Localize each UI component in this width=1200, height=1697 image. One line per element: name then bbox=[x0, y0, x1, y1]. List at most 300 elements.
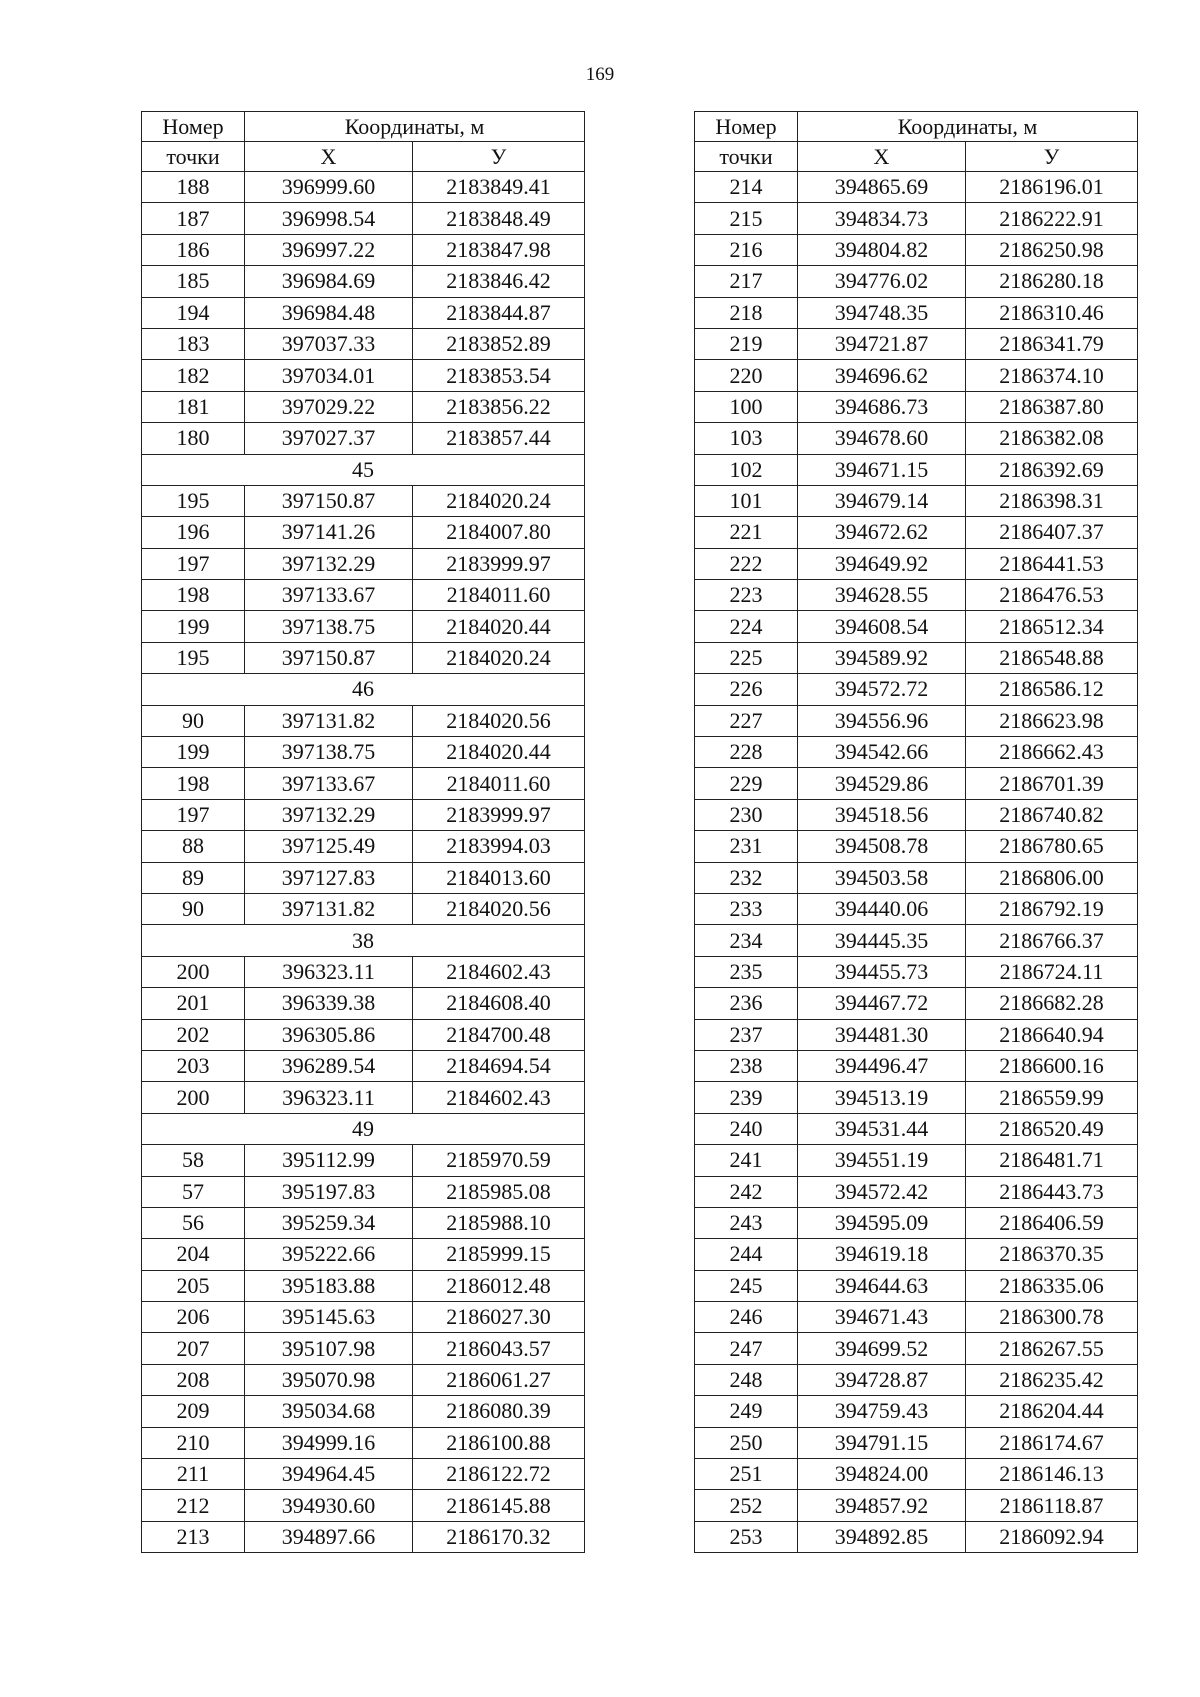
y-coordinate-cell: 2184700.48 bbox=[413, 1019, 585, 1050]
point-number-cell: 239 bbox=[695, 1082, 798, 1113]
point-number-cell: 90 bbox=[142, 705, 245, 736]
x-coordinate-cell: 397132.29 bbox=[245, 548, 413, 579]
y-coordinate-cell: 2185999.15 bbox=[413, 1239, 585, 1270]
x-coordinate-cell: 394721.87 bbox=[798, 328, 966, 359]
point-number-cell: 195 bbox=[142, 642, 245, 673]
table-row bbox=[142, 1333, 585, 1364]
point-number-cell: 222 bbox=[695, 548, 798, 579]
point-number-cell: 252 bbox=[695, 1490, 798, 1521]
point-number-header: Номер bbox=[142, 112, 245, 142]
point-number-cell: 88 bbox=[142, 831, 245, 862]
group-number: 46 bbox=[142, 674, 585, 705]
point-number-cell: 206 bbox=[142, 1302, 245, 1333]
point-number-cell: 253 bbox=[695, 1521, 798, 1552]
table-row bbox=[695, 360, 1138, 391]
table-row bbox=[695, 1145, 1138, 1176]
x-coordinate-cell: 394572.42 bbox=[798, 1176, 966, 1207]
point-number-cell: 217 bbox=[695, 266, 798, 297]
x-coordinate-cell: 394496.47 bbox=[798, 1050, 966, 1081]
point-number-cell: 199 bbox=[142, 737, 245, 768]
point-number-cell: 229 bbox=[695, 768, 798, 799]
table-row bbox=[142, 1521, 585, 1552]
y-coordinate-cell: 2183999.97 bbox=[413, 799, 585, 830]
point-number-cell: 231 bbox=[695, 831, 798, 862]
x-coordinate-cell: 394834.73 bbox=[798, 203, 966, 234]
table-row bbox=[695, 328, 1138, 359]
point-number-cell: 243 bbox=[695, 1207, 798, 1238]
point-number-cell: 244 bbox=[695, 1239, 798, 1270]
point-number-cell: 223 bbox=[695, 580, 798, 611]
point-number-cell: 201 bbox=[142, 988, 245, 1019]
point-number-cell: 205 bbox=[142, 1270, 245, 1301]
table-row bbox=[695, 234, 1138, 265]
point-number-cell: 247 bbox=[695, 1333, 798, 1364]
y-coordinate-cell: 2186310.46 bbox=[966, 297, 1138, 328]
x-coordinate-cell: 394542.66 bbox=[798, 737, 966, 768]
x-coordinate-cell: 397150.87 bbox=[245, 642, 413, 673]
point-number-cell: 180 bbox=[142, 423, 245, 454]
x-coordinate-cell: 395112.99 bbox=[245, 1145, 413, 1176]
table-row bbox=[142, 642, 585, 673]
x-coordinate-cell: 395070.98 bbox=[245, 1364, 413, 1395]
page-number: 169 bbox=[585, 64, 615, 85]
y-coordinate-cell: 2186012.48 bbox=[413, 1270, 585, 1301]
y-coordinate-cell: 2183844.87 bbox=[413, 297, 585, 328]
y-coordinate-cell: 2186520.49 bbox=[966, 1113, 1138, 1144]
y-coordinate-cell: 2183852.89 bbox=[413, 328, 585, 359]
y-coordinate-cell: 2186441.53 bbox=[966, 548, 1138, 579]
table-row bbox=[142, 517, 585, 548]
x-coordinate-cell: 396339.38 bbox=[245, 988, 413, 1019]
point-number-cell: 228 bbox=[695, 737, 798, 768]
y-coordinate-cell: 2186780.65 bbox=[966, 831, 1138, 862]
table-row bbox=[142, 768, 585, 799]
y-coordinate-cell: 2183999.97 bbox=[413, 548, 585, 579]
y-coordinate-cell: 2186043.57 bbox=[413, 1333, 585, 1364]
table-row bbox=[142, 1082, 585, 1113]
y-coordinate-cell: 2186382.08 bbox=[966, 423, 1138, 454]
coordinates-table-left bbox=[141, 111, 585, 1553]
y-coordinate-cell: 2186250.98 bbox=[966, 234, 1138, 265]
table-row bbox=[142, 1364, 585, 1395]
y-coordinate-cell: 2186443.73 bbox=[966, 1176, 1138, 1207]
group-number: 38 bbox=[142, 925, 585, 956]
y-coordinate-cell: 2186092.94 bbox=[966, 1521, 1138, 1552]
table-row bbox=[695, 642, 1138, 673]
table-row bbox=[695, 831, 1138, 862]
coordinates-header: Координаты, м bbox=[245, 112, 585, 142]
table-row bbox=[142, 1427, 585, 1458]
point-number-cell: 246 bbox=[695, 1302, 798, 1333]
table-row bbox=[142, 548, 585, 579]
y-coordinate-cell: 2186100.88 bbox=[413, 1427, 585, 1458]
table-row bbox=[142, 391, 585, 422]
point-number-cell: 209 bbox=[142, 1396, 245, 1427]
point-number-cell: 56 bbox=[142, 1207, 245, 1238]
point-number-cell: 218 bbox=[695, 297, 798, 328]
y-coordinate-cell: 2186222.91 bbox=[966, 203, 1138, 234]
point-number-cell: 208 bbox=[142, 1364, 245, 1395]
x-coordinate-cell: 394776.02 bbox=[798, 266, 966, 297]
x-coordinate-cell: 394455.73 bbox=[798, 956, 966, 987]
point-number-header: Номер bbox=[695, 112, 798, 142]
x-coordinate-cell: 397133.67 bbox=[245, 768, 413, 799]
group-header-row bbox=[142, 1113, 585, 1144]
x-coordinate-cell: 397132.29 bbox=[245, 799, 413, 830]
x-coordinate-cell: 397037.33 bbox=[245, 328, 413, 359]
table-row bbox=[142, 831, 585, 862]
x-coordinate-cell: 396305.86 bbox=[245, 1019, 413, 1050]
x-coordinate-cell: 394508.78 bbox=[798, 831, 966, 862]
table-row bbox=[695, 611, 1138, 642]
x-coordinate-cell: 397138.75 bbox=[245, 611, 413, 642]
point-number-cell: 182 bbox=[142, 360, 245, 391]
point-number-cell: 181 bbox=[142, 391, 245, 422]
x-coordinate-cell: 394503.58 bbox=[798, 862, 966, 893]
point-number-cell: 203 bbox=[142, 1050, 245, 1081]
point-number-cell: 57 bbox=[142, 1176, 245, 1207]
point-number-cell: 230 bbox=[695, 799, 798, 830]
table-row bbox=[695, 1176, 1138, 1207]
y-coordinate-cell: 2186080.39 bbox=[413, 1396, 585, 1427]
table-row bbox=[142, 580, 585, 611]
table-row bbox=[695, 1333, 1138, 1364]
x-coordinate-cell: 394551.19 bbox=[798, 1145, 966, 1176]
point-number-cell: 102 bbox=[695, 454, 798, 485]
table-row bbox=[695, 705, 1138, 736]
table-row bbox=[142, 1145, 585, 1176]
table-row bbox=[695, 1427, 1138, 1458]
group-number: 49 bbox=[142, 1113, 585, 1144]
table-row bbox=[695, 517, 1138, 548]
y-coordinate-cell: 2185988.10 bbox=[413, 1207, 585, 1238]
x-coordinate-cell: 394964.45 bbox=[245, 1459, 413, 1490]
y-coordinate-cell: 2184020.44 bbox=[413, 611, 585, 642]
y-coordinate-cell: 2186548.88 bbox=[966, 642, 1138, 673]
table-row bbox=[142, 360, 585, 391]
table-row bbox=[142, 1050, 585, 1081]
y-coordinate-cell: 2183848.49 bbox=[413, 203, 585, 234]
point-number-cell: 90 bbox=[142, 893, 245, 924]
y-coordinate-cell: 2186280.18 bbox=[966, 266, 1138, 297]
y-coordinate-cell: 2186740.82 bbox=[966, 799, 1138, 830]
point-number-cell: 245 bbox=[695, 1270, 798, 1301]
y-coordinate-cell: 2184602.43 bbox=[413, 1082, 585, 1113]
point-number-cell: 238 bbox=[695, 1050, 798, 1081]
table-row bbox=[695, 203, 1138, 234]
y-coordinate-cell: 2184020.56 bbox=[413, 705, 585, 736]
x-coordinate-cell: 397029.22 bbox=[245, 391, 413, 422]
y-coordinate-cell: 2185970.59 bbox=[413, 1145, 585, 1176]
point-number-cell: 198 bbox=[142, 768, 245, 799]
y-coordinate-cell: 2186204.44 bbox=[966, 1396, 1138, 1427]
coordinates-table-right bbox=[694, 111, 1138, 1553]
x-coordinate-cell: 396323.11 bbox=[245, 1082, 413, 1113]
point-number-header-line2: точки bbox=[695, 142, 798, 172]
point-number-cell: 248 bbox=[695, 1364, 798, 1395]
y-coordinate-cell: 2186122.72 bbox=[413, 1459, 585, 1490]
x-coordinate-cell: 394628.55 bbox=[798, 580, 966, 611]
x-coordinate-cell: 397125.49 bbox=[245, 831, 413, 862]
table-body bbox=[695, 172, 1138, 1553]
point-number-cell: 211 bbox=[142, 1459, 245, 1490]
x-coordinate-cell: 394589.92 bbox=[798, 642, 966, 673]
table-row bbox=[695, 580, 1138, 611]
x-coordinate-cell: 397133.67 bbox=[245, 580, 413, 611]
table-row bbox=[695, 1239, 1138, 1270]
x-coordinate-cell: 394481.30 bbox=[798, 1019, 966, 1050]
x-coordinate-cell: 394672.62 bbox=[798, 517, 966, 548]
point-number-cell: 195 bbox=[142, 485, 245, 516]
table-row bbox=[695, 1050, 1138, 1081]
point-number-header-line2: точки bbox=[142, 142, 245, 172]
point-number-cell: 233 bbox=[695, 893, 798, 924]
x-coordinate-cell: 394999.16 bbox=[245, 1427, 413, 1458]
y-coordinate-cell: 2183994.03 bbox=[413, 831, 585, 862]
table-row bbox=[142, 893, 585, 924]
y-coordinate-cell: 2186792.19 bbox=[966, 893, 1138, 924]
point-number-cell: 250 bbox=[695, 1427, 798, 1458]
x-coordinate-cell: 395145.63 bbox=[245, 1302, 413, 1333]
x-coordinate-cell: 394619.18 bbox=[798, 1239, 966, 1270]
x-coordinate-cell: 396323.11 bbox=[245, 956, 413, 987]
table-row bbox=[695, 862, 1138, 893]
x-coordinate-cell: 394671.43 bbox=[798, 1302, 966, 1333]
table-row bbox=[695, 1396, 1138, 1427]
x-coordinate-cell: 394679.14 bbox=[798, 485, 966, 516]
table-row bbox=[695, 548, 1138, 579]
point-number-cell: 241 bbox=[695, 1145, 798, 1176]
y-coordinate-cell: 2186235.42 bbox=[966, 1364, 1138, 1395]
y-coordinate-cell: 2186476.53 bbox=[966, 580, 1138, 611]
table-row bbox=[142, 423, 585, 454]
group-number: 45 bbox=[142, 454, 585, 485]
x-coordinate-cell: 397027.37 bbox=[245, 423, 413, 454]
table-row bbox=[142, 297, 585, 328]
point-number-cell: 216 bbox=[695, 234, 798, 265]
y-coordinate-cell: 2185985.08 bbox=[413, 1176, 585, 1207]
point-number-cell: 221 bbox=[695, 517, 798, 548]
point-number-cell: 212 bbox=[142, 1490, 245, 1521]
y-coordinate-cell: 2186406.59 bbox=[966, 1207, 1138, 1238]
table-row bbox=[695, 674, 1138, 705]
point-number-cell: 200 bbox=[142, 1082, 245, 1113]
y-coordinate-cell: 2184694.54 bbox=[413, 1050, 585, 1081]
table-row bbox=[695, 1521, 1138, 1552]
x-coordinate-cell: 397150.87 bbox=[245, 485, 413, 516]
y-coordinate-cell: 2183846.42 bbox=[413, 266, 585, 297]
table-row bbox=[142, 266, 585, 297]
y-coordinate-cell: 2183847.98 bbox=[413, 234, 585, 265]
table-row bbox=[695, 1364, 1138, 1395]
table-row bbox=[142, 1270, 585, 1301]
x-coordinate-cell: 395222.66 bbox=[245, 1239, 413, 1270]
table-row bbox=[695, 893, 1138, 924]
coordinates-header: Координаты, м bbox=[798, 112, 1138, 142]
x-coordinate-cell: 396997.22 bbox=[245, 234, 413, 265]
y-coordinate-cell: 2186196.01 bbox=[966, 172, 1138, 203]
table-row bbox=[142, 956, 585, 987]
table-row bbox=[142, 611, 585, 642]
y-coordinate-cell: 2186559.99 bbox=[966, 1082, 1138, 1113]
table-row bbox=[142, 1176, 585, 1207]
y-coordinate-cell: 2186512.34 bbox=[966, 611, 1138, 642]
x-coordinate-cell: 395183.88 bbox=[245, 1270, 413, 1301]
point-number-cell: 251 bbox=[695, 1459, 798, 1490]
x-coordinate-cell: 394608.54 bbox=[798, 611, 966, 642]
point-number-cell: 196 bbox=[142, 517, 245, 548]
point-number-cell: 100 bbox=[695, 391, 798, 422]
point-number-cell: 242 bbox=[695, 1176, 798, 1207]
point-number-cell: 202 bbox=[142, 1019, 245, 1050]
table-row bbox=[142, 988, 585, 1019]
table-row bbox=[695, 799, 1138, 830]
x-coordinate-cell: 394644.63 bbox=[798, 1270, 966, 1301]
table-body bbox=[142, 172, 585, 1553]
x-coordinate-cell: 394824.00 bbox=[798, 1459, 966, 1490]
x-header: X bbox=[798, 142, 966, 172]
x-coordinate-cell: 394857.92 bbox=[798, 1490, 966, 1521]
y-coordinate-cell: 2186335.06 bbox=[966, 1270, 1138, 1301]
group-header-row bbox=[142, 925, 585, 956]
y-coordinate-cell: 2184020.24 bbox=[413, 642, 585, 673]
y-coordinate-cell: 2186600.16 bbox=[966, 1050, 1138, 1081]
table-row bbox=[142, 737, 585, 768]
y-coordinate-cell: 2186061.27 bbox=[413, 1364, 585, 1395]
x-coordinate-cell: 394671.15 bbox=[798, 454, 966, 485]
x-coordinate-cell: 395107.98 bbox=[245, 1333, 413, 1364]
point-number-cell: 183 bbox=[142, 328, 245, 359]
table-row bbox=[695, 1490, 1138, 1521]
point-number-cell: 197 bbox=[142, 799, 245, 830]
x-coordinate-cell: 394467.72 bbox=[798, 988, 966, 1019]
table-row bbox=[695, 485, 1138, 516]
table-row bbox=[142, 1207, 585, 1238]
x-coordinate-cell: 395197.83 bbox=[245, 1176, 413, 1207]
x-coordinate-cell: 394791.15 bbox=[798, 1427, 966, 1458]
table-row bbox=[695, 956, 1138, 987]
y-coordinate-cell: 2186481.71 bbox=[966, 1145, 1138, 1176]
x-coordinate-cell: 397131.82 bbox=[245, 893, 413, 924]
table-row bbox=[142, 1459, 585, 1490]
point-number-cell: 226 bbox=[695, 674, 798, 705]
table-row bbox=[695, 297, 1138, 328]
point-number-cell: 103 bbox=[695, 423, 798, 454]
y-coordinate-cell: 2184602.43 bbox=[413, 956, 585, 987]
x-coordinate-cell: 394748.35 bbox=[798, 297, 966, 328]
y-coordinate-cell: 2183853.54 bbox=[413, 360, 585, 391]
table-row bbox=[695, 391, 1138, 422]
point-number-cell: 198 bbox=[142, 580, 245, 611]
point-number-cell: 197 bbox=[142, 548, 245, 579]
y-coordinate-cell: 2186623.98 bbox=[966, 705, 1138, 736]
table-row bbox=[142, 1302, 585, 1333]
x-coordinate-cell: 397138.75 bbox=[245, 737, 413, 768]
table-row bbox=[142, 485, 585, 516]
point-number-cell: 240 bbox=[695, 1113, 798, 1144]
y-coordinate-cell: 2186806.00 bbox=[966, 862, 1138, 893]
group-header-row bbox=[142, 674, 585, 705]
y-coordinate-cell: 2186170.32 bbox=[413, 1521, 585, 1552]
x-coordinate-cell: 397131.82 bbox=[245, 705, 413, 736]
point-number-cell: 232 bbox=[695, 862, 798, 893]
y-coordinate-cell: 2186341.79 bbox=[966, 328, 1138, 359]
point-number-cell: 187 bbox=[142, 203, 245, 234]
point-number-cell: 249 bbox=[695, 1396, 798, 1427]
table-row bbox=[142, 328, 585, 359]
y-coordinate-cell: 2186398.31 bbox=[966, 485, 1138, 516]
point-number-cell: 207 bbox=[142, 1333, 245, 1364]
table-row bbox=[695, 925, 1138, 956]
point-number-cell: 224 bbox=[695, 611, 798, 642]
point-number-cell: 236 bbox=[695, 988, 798, 1019]
y-coordinate-cell: 2186407.37 bbox=[966, 517, 1138, 548]
x-coordinate-cell: 394518.56 bbox=[798, 799, 966, 830]
point-number-cell: 101 bbox=[695, 485, 798, 516]
table-row bbox=[142, 234, 585, 265]
y-coordinate-cell: 2186662.43 bbox=[966, 737, 1138, 768]
x-coordinate-cell: 394804.82 bbox=[798, 234, 966, 265]
point-number-cell: 225 bbox=[695, 642, 798, 673]
y-coordinate-cell: 2186392.69 bbox=[966, 454, 1138, 485]
table-row bbox=[695, 266, 1138, 297]
x-coordinate-cell: 394699.52 bbox=[798, 1333, 966, 1364]
x-coordinate-cell: 394529.86 bbox=[798, 768, 966, 799]
x-coordinate-cell: 397127.83 bbox=[245, 862, 413, 893]
table-row bbox=[695, 768, 1138, 799]
y-coordinate-cell: 2184013.60 bbox=[413, 862, 585, 893]
x-coordinate-cell: 394686.73 bbox=[798, 391, 966, 422]
table-row bbox=[142, 799, 585, 830]
y-coordinate-cell: 2186701.39 bbox=[966, 768, 1138, 799]
point-number-cell: 237 bbox=[695, 1019, 798, 1050]
x-coordinate-cell: 396984.69 bbox=[245, 266, 413, 297]
x-header: X bbox=[245, 142, 413, 172]
group-header-row bbox=[142, 454, 585, 485]
point-number-cell: 214 bbox=[695, 172, 798, 203]
x-coordinate-cell: 394696.62 bbox=[798, 360, 966, 391]
x-coordinate-cell: 394513.19 bbox=[798, 1082, 966, 1113]
y-coordinate-cell: 2186118.87 bbox=[966, 1490, 1138, 1521]
table-row bbox=[695, 1270, 1138, 1301]
point-number-cell: 199 bbox=[142, 611, 245, 642]
x-coordinate-cell: 394556.96 bbox=[798, 705, 966, 736]
y-coordinate-cell: 2186766.37 bbox=[966, 925, 1138, 956]
table-row bbox=[142, 862, 585, 893]
point-number-cell: 89 bbox=[142, 862, 245, 893]
y-coordinate-cell: 2183857.44 bbox=[413, 423, 585, 454]
x-coordinate-cell: 394678.60 bbox=[798, 423, 966, 454]
point-number-cell: 204 bbox=[142, 1239, 245, 1270]
point-number-cell: 220 bbox=[695, 360, 798, 391]
table-row bbox=[142, 1396, 585, 1427]
y-coordinate-cell: 2186724.11 bbox=[966, 956, 1138, 987]
x-coordinate-cell: 396998.54 bbox=[245, 203, 413, 234]
point-number-cell: 215 bbox=[695, 203, 798, 234]
point-number-cell: 188 bbox=[142, 172, 245, 203]
y-coordinate-cell: 2184020.56 bbox=[413, 893, 585, 924]
point-number-cell: 210 bbox=[142, 1427, 245, 1458]
x-coordinate-cell: 395034.68 bbox=[245, 1396, 413, 1427]
table-row bbox=[142, 172, 585, 203]
y-coordinate-cell: 2184011.60 bbox=[413, 580, 585, 611]
x-coordinate-cell: 397141.26 bbox=[245, 517, 413, 548]
y-coordinate-cell: 2184020.24 bbox=[413, 485, 585, 516]
x-coordinate-cell: 394930.60 bbox=[245, 1490, 413, 1521]
point-number-cell: 186 bbox=[142, 234, 245, 265]
point-number-cell: 58 bbox=[142, 1145, 245, 1176]
point-number-cell: 227 bbox=[695, 705, 798, 736]
